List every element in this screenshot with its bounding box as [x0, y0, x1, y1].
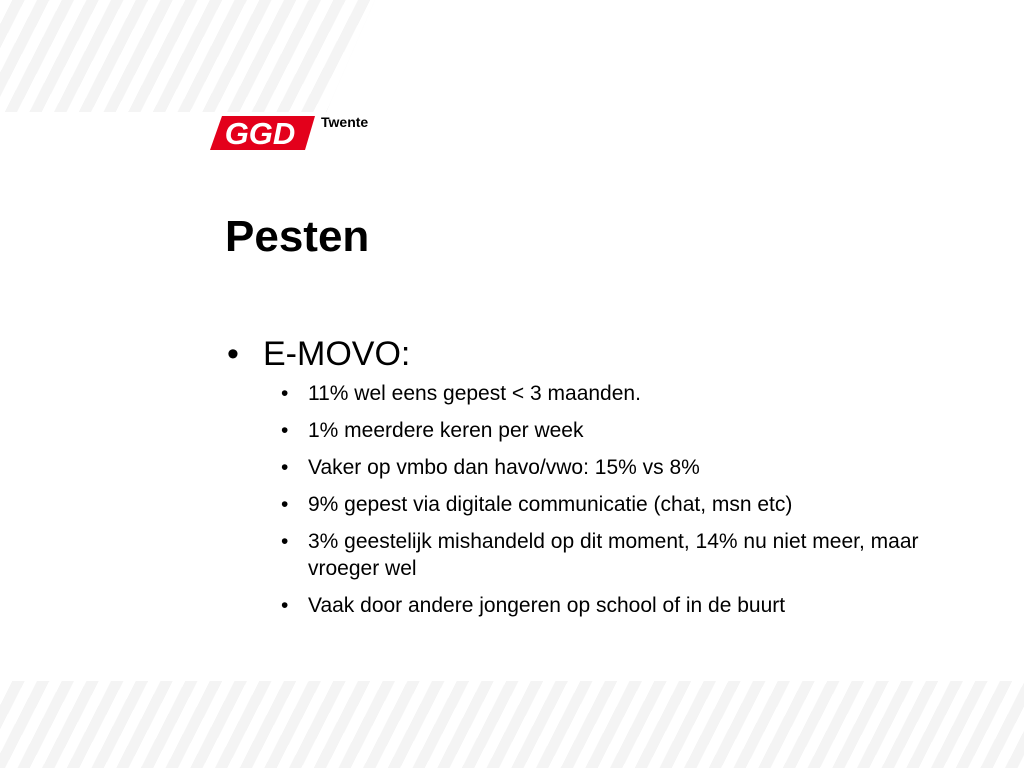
sub-bullet-item — [263, 491, 945, 518]
bullet-icon: • — [281, 456, 289, 479]
sub-bullet-text: 1% meerdere keren per week — [308, 419, 584, 442]
bullet-icon: • — [227, 335, 239, 373]
bullet-icon: • — [281, 382, 289, 405]
sub-bullet-item — [263, 592, 945, 619]
sub-bullet-item — [263, 380, 945, 407]
bullet-item-emovo — [225, 332, 945, 619]
decorative-stripes-top — [0, 0, 375, 112]
sub-bullet-text: 9% gepest via digitale communicatie (chat, msn etc) — [308, 493, 793, 516]
logo-city-name: Twente — [321, 114, 369, 130]
decorative-stripes-bottom — [0, 681, 1024, 768]
bullet-icon: • — [281, 594, 289, 617]
ggd-logo-mark — [209, 112, 317, 152]
bullet-icon: • — [281, 419, 289, 442]
bullet-text: E-MOVO: — [263, 335, 411, 373]
sub-bullet-item — [263, 417, 945, 444]
sub-bullet-text: Vaak door andere jongeren op school of in de buurt — [308, 594, 786, 617]
sub-bullet-item — [263, 454, 945, 481]
sub-bullet-text: 11% wel eens gepest < 3 maanden. — [308, 382, 641, 405]
slide-title: Pesten — [225, 212, 370, 261]
sub-bullet-list — [263, 380, 945, 619]
ggd-twente-logo — [209, 112, 368, 152]
svg-text:GGD: GGD — [224, 116, 296, 151]
bullet-list — [225, 332, 945, 619]
bullet-icon: • — [281, 493, 289, 516]
sub-bullet-text: Vaker op vmbo dan havo/vwo: 15% vs 8% — [308, 456, 700, 479]
bullet-icon: • — [281, 530, 289, 553]
sub-bullet-item — [263, 528, 945, 582]
sub-bullet-text: 3% geestelijk mishandeld op dit moment, 14% nu niet meer, maar vroeger wel — [308, 530, 919, 580]
